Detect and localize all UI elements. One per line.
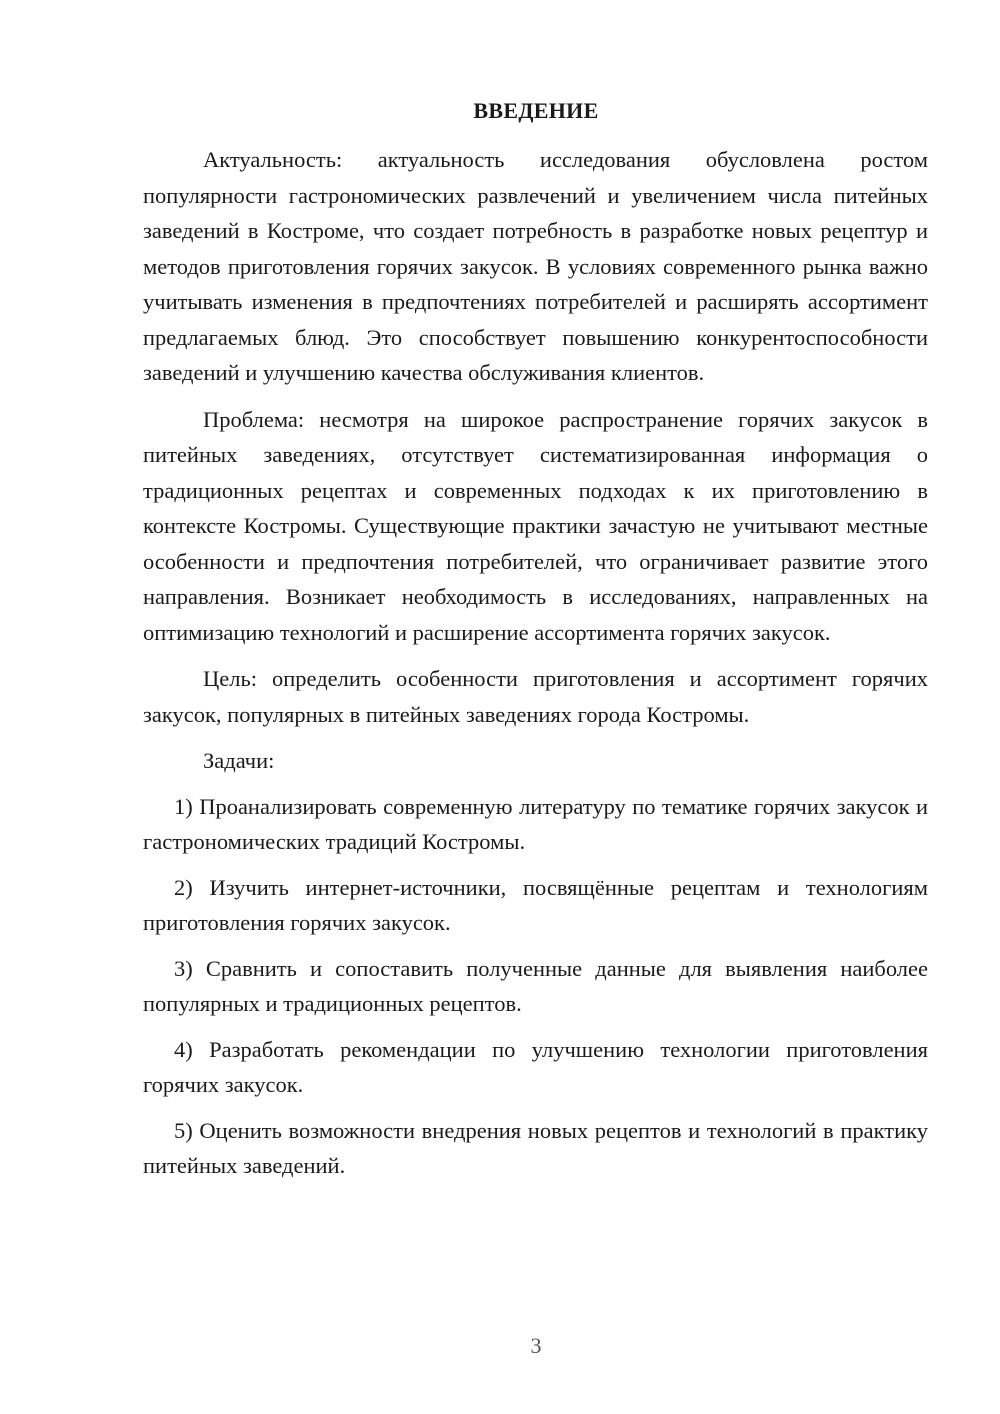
paragraph-goal: Цель: определить особенности приготовления и ассортимент горячих закусок, популярных в питейных заведениях города Костромы. <box>143 666 928 727</box>
paragraph-relevance: Актуальность: актуальность исследования обусловлена ростом популярности гастрономических развлечений и увеличением числа питейных заведений в Костроме, что создает потребность в разработке новых рецептур и методов приготовления горячих закусок. В условиях современного рынка важно учитывать изменения в предпочтениях потребителей и расширять ассортимент предлагаемых блюд. Это способствует повышению конкурентоспособности заведений и улучшению качества обслуживания клиентов. <box>143 147 928 385</box>
paragraph-tasks-label: Задачи: <box>203 748 275 773</box>
task-item: 1) Проанализировать современную литературу по тематике горячих закусок и гастрономических традиций Костромы. <box>143 793 928 854</box>
page-number: 3 <box>530 1333 542 1358</box>
section-heading: ВВЕДЕНИЕ <box>473 98 599 123</box>
document-body <box>143 142 928 1184</box>
paragraph-problem: Проблема: несмотря на широкое распространение горячих закусок в питейных заведениях, отсутствует систематизированная информация о традиционных рецептах и современных подходах к их приготовлению в контексте Костромы. Существующие практики зачастую не учитывают местные особенности и предпочтения потребителей, что ограничивает развитие этого направления. Возникает необходимость в исследованиях, направленных на оптимизацию технологий и расширение ассортимента горячих закусок. <box>143 406 928 645</box>
task-item: 5) Оценить возможности внедрения новых рецептов и технологий в практику питейных заведений. <box>143 1117 928 1178</box>
task-item: 4) Разработать рекомендации по улучшению технологии приготовления горячих закусок. <box>143 1036 928 1097</box>
task-item: 3) Сравнить и сопоставить полученные данные для выявления наиболее популярных и традиционных рецептов. <box>143 955 928 1016</box>
task-item: 2) Изучить интернет-источники, посвящённые рецептам и технологиям приготовления горячих закусок. <box>143 874 928 935</box>
